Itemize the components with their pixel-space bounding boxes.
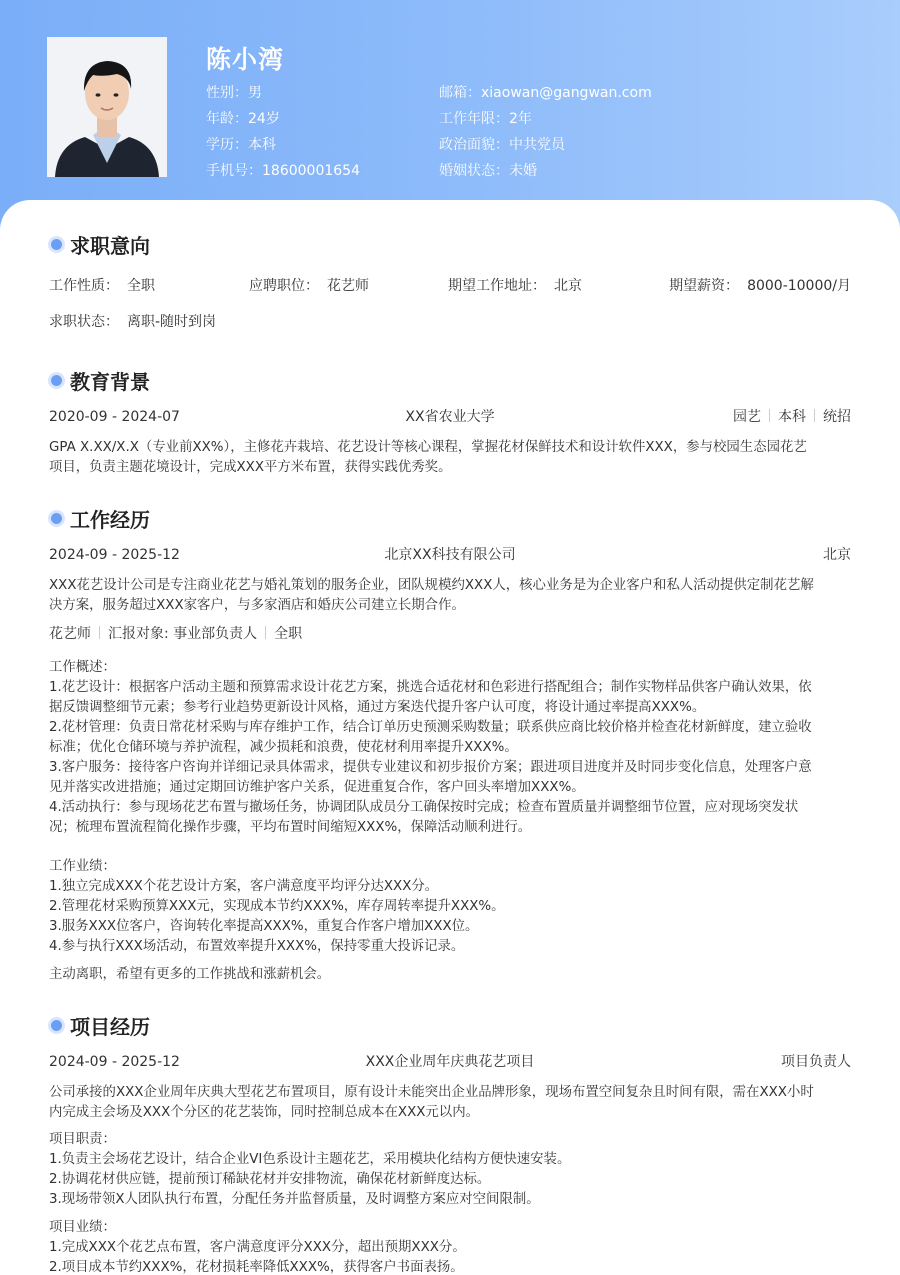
work-company: 北京XX科技有限公司 <box>384 547 516 563</box>
education-section-title: 教育背景 <box>49 366 150 395</box>
education-school: XX省农业大学 <box>405 409 495 425</box>
job-location: 期望工作地址： 北京 <box>448 278 582 294</box>
project-header-row <box>49 1051 851 1073</box>
project-results: 项目业绩： 1.完成XXX个花艺点布置，客户满意度评分XXX分，超出预期XXX分。 2.项目成本节约XXX%，花材损耗率降低XXX%，获得客户书面表扬。 <box>49 1220 466 1275</box>
job-type: 工作性质： 全职 <box>49 278 155 294</box>
education-period: 2020-09 - 2024-07 <box>49 409 180 425</box>
work-city: 北京 <box>823 547 851 563</box>
political-status-field: 政治面貌：中共党员 <box>439 137 565 153</box>
email-field: 邮箱：xiaowan@gangwan.com <box>439 85 652 101</box>
project-period: 2024-09 - 2025-12 <box>49 1054 180 1070</box>
intent-section-title: 求职意向 <box>49 230 150 259</box>
work-header-row <box>49 544 851 566</box>
project-description: 公司承接的XXX企业周年庆典大型花艺布置项目，原有设计未能突出企业品牌形象，现场布置空间复杂且时间有限，需在XXX小时 内完成主会场及XXX个分区的花艺装饰，同时控制总成本在XXX元以内。 <box>49 1085 814 1120</box>
bullet-dot-icon <box>51 239 62 250</box>
project-section-title: 项目经历 <box>49 1011 150 1040</box>
work-overview: 工作概述： 1.花艺设计：根据客户活动主题和预算需求设计花艺方案，挑选合适花材和色彩进行搭配组合；制作实物样品供客户确认效果，依 据反馈调整细节元素；参考行业趋势更新设计风格，通过方案迭代提升客户认可度，将设计通过率提高XXX%。 2.花材管理：负责日常花材采购与库存维护工作，结合订单历史预测采购数量；联系供应商比较价格并检查花材新鲜度，建立验收 标准；优化仓储环境与养护流程，减少损耗和浪费，使花材利用率提升XXX%。 3.客户服务：接待客户咨询并详细记录具体需求，提供专业建议和初步报价方案；跟进项目进度并及时同步变化信息，处理客户意 见并落实改进措施；通过定期回访维护客户关系，促进重复合作，客户回头率增加XXX%。 4.活动执行：参与现场花艺布置与撤场任务，协调团队成员分工确保按时完成；检查布置质量并调整细节位置，应对现场突发状 况；梳理布置流程简化操作步骤，平均布置时间缩短XXX%，保障活动顺利进行。 <box>49 660 812 835</box>
profile-right-fields <box>439 80 652 184</box>
profile-photo <box>47 37 167 177</box>
job-status: 求职状态： 离职-随时到岗 <box>49 314 217 330</box>
project-name: XXX企业周年庆典花艺项目 <box>365 1054 535 1070</box>
work-years-field: 工作年限：2年 <box>439 111 532 127</box>
company-description: XXX花艺设计公司是专注商业花艺与婚礼策划的服务企业，团队规模约XXX人，核心业务是为企业客户和私人活动提供定制花艺解 决方案，服务超过XXX家客户，与多家酒店和婚庆公司建立长期合作。 <box>49 578 814 613</box>
education-header-row <box>49 406 851 428</box>
profile-left-fields <box>206 80 360 184</box>
leave-reason: 主动离职，希望有更多的工作挑战和涨薪机会。 <box>49 967 331 982</box>
resume-body <box>0 200 900 1275</box>
marital-status-field: 婚姻状态：未婚 <box>439 163 537 179</box>
work-period: 2024-09 - 2025-12 <box>49 547 180 563</box>
header <box>0 0 900 230</box>
bullet-dot-icon <box>51 1020 62 1031</box>
education-description: GPA X.XX/X.X（专业前XX%），主修花卉栽培、花艺设计等核心课程，掌握花材保鲜技术和设计软件XXX，参与校园生态园花艺 项目，负责主题花境设计，完成XXX平方米布置，获得实践优秀奖。 <box>49 440 807 475</box>
education-tags: 园艺 本科 统招 <box>733 409 851 425</box>
project-role: 项目负责人 <box>781 1054 851 1070</box>
avatar <box>47 37 167 177</box>
job-salary: 期望薪资： 8000-10000/月 <box>669 278 851 294</box>
project-duties: 项目职责： 1.负责主会场花艺设计，结合企业VI色系设计主题花艺，采用模块化结构方便快速安装。 2.协调花材供应链，提前预订稀缺花材并安排物流，确保花材新鲜度达标。 3.现场带领X人团队执行布置，分配任务并监督质量，及时调整方案应对空间限制。 <box>49 1132 571 1207</box>
gender-field: 性别：男 <box>206 85 262 101</box>
phone-field: 手机号：18600001654 <box>206 163 360 179</box>
job-position: 应聘职位： 花艺师 <box>249 278 369 294</box>
work-section-title: 工作经历 <box>49 504 150 533</box>
bullet-dot-icon <box>51 375 62 386</box>
work-achievements: 工作业绩： 1.独立完成XXX个花艺设计方案，客户满意度平均评分达XXX分。 2.管理花材采购预算XXX元，实现成本节约XXX%，库存周转率提升XXX%。 3.服务XXX位客户，咨询转化率提高XXX%，重复合作客户增加XXX位。 4.参与执行XXX场活动，布置效率提升XXX%，保持零重大投诉记录。 <box>49 859 505 954</box>
candidate-name: 陈小湾 <box>206 45 285 74</box>
work-tags: 花艺师 汇报对象: 事业部负责人 全职 <box>49 626 303 642</box>
bullet-dot-icon <box>51 513 62 524</box>
age-field: 年龄：24岁 <box>206 111 280 127</box>
education-field: 学历：本科 <box>206 137 276 153</box>
